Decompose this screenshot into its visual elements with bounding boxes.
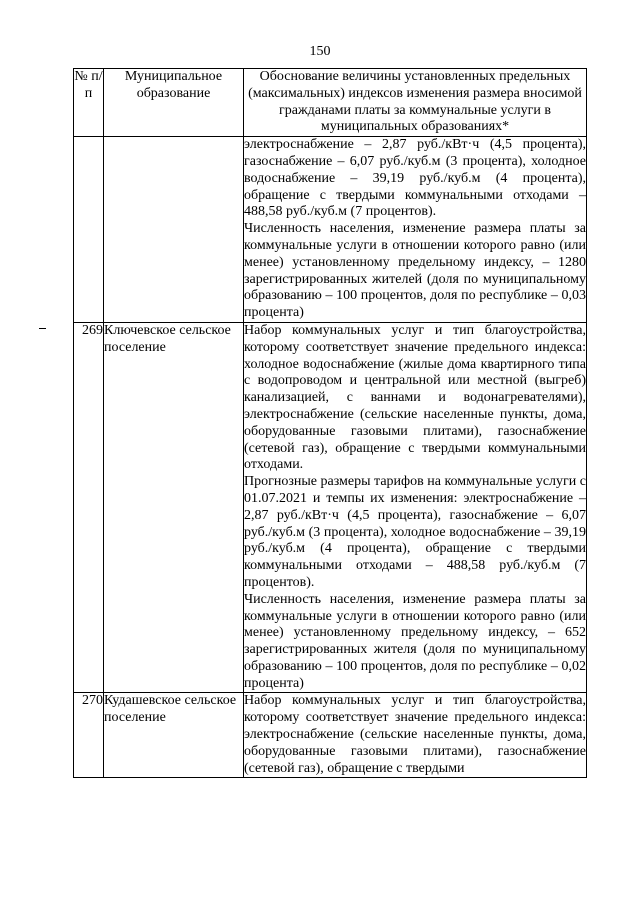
- municipality-name: Ключевское сельское поселение: [104, 322, 244, 693]
- municipality-name: Кудашевское сельское поселение: [104, 693, 244, 778]
- rationale-paragraph: Набор коммунальных услуг и тип благоустройства, которому соответствует значение предельного индекса: электроснабжение (сельские населенные пункты, дома, оборудованные газовыми плитами), газоснабжение (сетевой газ), обращение с твердыми: [244, 693, 586, 776]
- rationale-paragraph: Численность населения, изменение размера платы за коммунальные услуги в отношении которого равно (или менее) установленному предельному индексу, – 1280 зарегистрированных жителей (доля по муниципальному образованию – 100 процентов, доля по республике – 0,03 процента): [244, 221, 586, 321]
- rationale-cell: [244, 693, 587, 778]
- municipality-name: [104, 137, 244, 323]
- header-municipality: Муниципальное образование: [104, 69, 244, 137]
- header-rationale: Обоснование величины установленных предельных (максимальных) индексов изменения размера вносимой гражданами платы за коммунальные услуги в муниципальных образованиях*: [244, 69, 587, 137]
- header-num: № п/п: [74, 69, 104, 137]
- tariff-table: [73, 68, 587, 778]
- table-row: [74, 137, 587, 323]
- table-header-row: [74, 69, 587, 137]
- table-row: [74, 693, 587, 778]
- page-number: 150: [309, 44, 331, 59]
- row-number: 269: [74, 322, 104, 693]
- rationale-cell: [244, 322, 587, 693]
- rationale-paragraph: Прогнозные размеры тарифов на коммунальные услуги с 01.07.2021 и темпы их изменения: электроснабжение – 2,87 руб./кВт·ч (4,5 процента), газоснабжение – 6,07 руб./куб.м (3 процента), холодное водоснабжение – 39,19 руб./куб.м (4 процента), обращение с твердыми коммунальными отходами – 488,58 руб./куб.м (7 процентов).: [244, 474, 586, 590]
- rationale-paragraph: Численность населения, изменение размера платы за коммунальные услуги в отношении которого равно (или менее) установленному предельному индексу, – 652 зарегистрированных жителя (доля по муниципальному образованию – 100 процентов, доля по республике – 0,02 процента): [244, 591, 586, 691]
- rationale-paragraph: Набор коммунальных услуг и тип благоустройства, которому соответствует значение предельного индекса: холодное водоснабжение (жилые дома квартирного типа с водопроводом и центральной или местной (выгреб) канализацией, с ваннами и водонагревателями), электроснабжение (сельские населенные пункты, дома, оборудованные газовыми плитами), газоснабжение (сетевой газ), обращение с твердыми коммунальными отходами.: [244, 322, 586, 473]
- margin-mark: [39, 328, 46, 329]
- rationale-cell: [244, 137, 587, 323]
- row-number: [74, 137, 104, 323]
- row-number: 270: [74, 693, 104, 778]
- rationale-paragraph: электроснабжение – 2,87 руб./кВт·ч (4,5 процента), газоснабжение – 6,07 руб./куб.м (3 процента), холодное водоснабжение – 39,19 руб./куб.м (4 процента), обращение с твердыми коммунальными отходами – 488,58 руб./куб.м (7 процентов).: [244, 137, 586, 220]
- table-row: [74, 322, 587, 693]
